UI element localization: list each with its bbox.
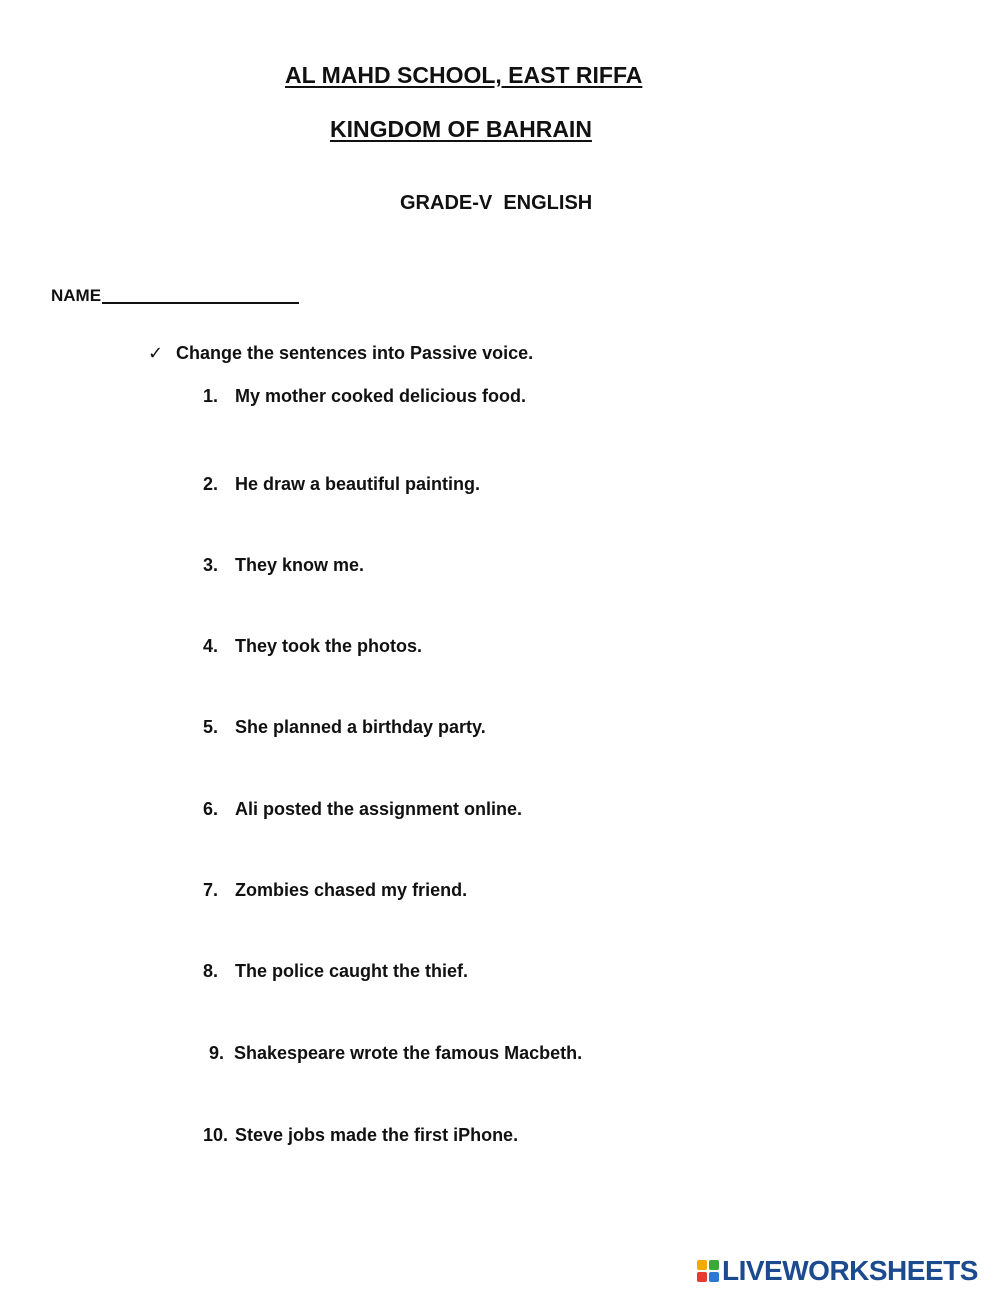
question-item (203, 880, 467, 901)
question-item (203, 1125, 518, 1146)
instruction-text: Change the sentences into Passive voice. (176, 343, 534, 363)
question-number: 6. (203, 799, 219, 819)
instruction (148, 343, 533, 364)
question-item (203, 386, 526, 407)
question-text: The police caught the thief. (235, 961, 469, 981)
question-number: 9. (209, 1043, 225, 1063)
logo-text: LIVEWORKSHEETS (722, 1255, 978, 1286)
question-text: Steve jobs made the first iPhone. (235, 1125, 519, 1145)
question-number: 1. (203, 386, 219, 406)
name-label: NAME (51, 286, 102, 305)
question-item (203, 555, 364, 576)
question-number: 10. (203, 1125, 229, 1145)
school-title: AL MAHD SCHOOL, EAST RIFFA (285, 62, 643, 88)
question-text: Zombies chased my friend. (235, 880, 468, 900)
logo-block (697, 1260, 707, 1270)
question-number: 2. (203, 474, 219, 494)
logo-block (709, 1260, 719, 1270)
question-text: My mother cooked delicious food. (235, 386, 527, 406)
question-text: They know me. (235, 555, 365, 575)
question-number: 3. (203, 555, 219, 575)
question-item (203, 961, 468, 982)
question-text: He draw a beautiful painting. (235, 474, 481, 494)
question-number: 5. (203, 717, 219, 737)
question-text: She planned a birthday party. (235, 717, 486, 737)
question-item (203, 636, 422, 657)
question-item (209, 1043, 582, 1064)
country-title: KINGDOM OF BAHRAIN (330, 116, 592, 142)
name-line[interactable] (102, 301, 299, 304)
question-text: Ali posted the assignment online. (235, 799, 523, 819)
logo-block (697, 1272, 707, 1282)
logo-block (709, 1272, 719, 1282)
question-text: Shakespeare wrote the famous Macbeth. (234, 1043, 583, 1063)
question-number: 4. (203, 636, 219, 656)
name-field (51, 286, 299, 306)
grade-title: GRADE-V ENGLISH (400, 192, 593, 214)
logo-blocks-icon (697, 1260, 719, 1282)
question-item (203, 474, 480, 495)
question-item (203, 717, 486, 738)
liveworksheets-logo (697, 1255, 978, 1287)
question-number: 8. (203, 961, 219, 981)
question-text: They took the photos. (235, 636, 422, 656)
question-item (203, 799, 522, 820)
question-number: 7. (203, 880, 219, 900)
check-icon: ✓ (148, 343, 164, 364)
